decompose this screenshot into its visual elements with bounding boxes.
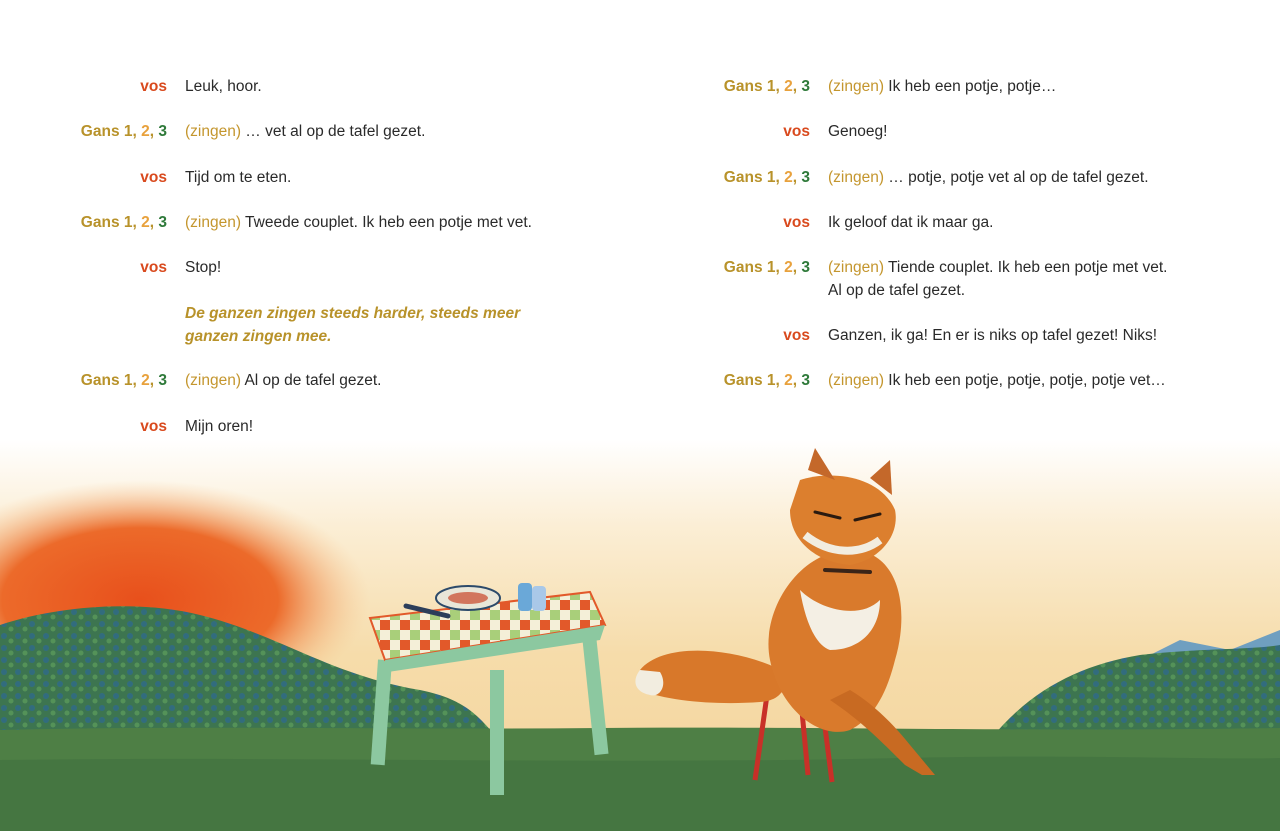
stage-cue: (zingen) xyxy=(828,372,884,389)
goose-number-3: 3 xyxy=(158,123,167,140)
gans-label: Gans xyxy=(723,372,763,389)
landscape-illustration xyxy=(0,440,1280,831)
line-text-body: … vet al op de tafel gezet. xyxy=(241,123,426,140)
goose-number-3: 3 xyxy=(158,214,167,231)
gans-label: Gans xyxy=(723,259,763,276)
stage-direction-text: De ganzen zingen steeds harder, steeds meer ganzen zingen mee. xyxy=(185,305,521,345)
goose-number-2: 2 xyxy=(784,259,793,276)
speaker-vos: vos xyxy=(140,78,167,95)
goose-number-2: 2 xyxy=(784,372,793,389)
goose-number-2: 2 xyxy=(784,78,793,95)
line-text xyxy=(185,211,605,234)
goose-number-3: 3 xyxy=(158,372,167,389)
gans-label: Gans xyxy=(723,169,763,186)
salt-shaker-icon xyxy=(518,583,546,611)
line-text-body: Al op de tafel gezet. xyxy=(241,372,382,389)
gans-label: Gans xyxy=(723,78,763,95)
speaker-gans: Gans 1, 2, 3 xyxy=(80,214,167,231)
goose-number-1: 1 xyxy=(766,78,776,95)
speaker-vos: vos xyxy=(140,169,167,186)
line-text: Stop! xyxy=(185,259,222,276)
speaker-gans: Gans 1, 2, 3 xyxy=(723,78,810,95)
goose-number-1: 1 xyxy=(123,214,133,231)
stage-cue: (zingen) xyxy=(185,214,241,231)
line-text xyxy=(828,369,1268,392)
goose-number-3: 3 xyxy=(801,78,810,95)
goose-number-2: 2 xyxy=(141,123,150,140)
line-text-body: Tweede couplet. Ik heb een potje met vet. xyxy=(241,214,532,231)
stage-cue: (zingen) xyxy=(185,372,241,389)
speaker-gans: Gans 1, 2, 3 xyxy=(80,372,167,389)
stage-cue: (zingen) xyxy=(185,123,241,140)
line-text-body: Tiende couplet. Ik heb een potje met vet. xyxy=(884,259,1168,276)
goose-number-3: 3 xyxy=(801,372,810,389)
line-text xyxy=(828,75,1268,98)
speaker-gans: Gans 1, 2, 3 xyxy=(80,123,167,140)
goose-number-1: 1 xyxy=(766,169,776,186)
speaker-gans: Gans 1, 2, 3 xyxy=(723,372,810,389)
line-text: Ganzen, ik ga! En er is niks op tafel gezet! Niks! xyxy=(828,327,1158,344)
line-text: Mijn oren! xyxy=(185,418,254,435)
line-text: Ik geloof dat ik maar ga. xyxy=(828,214,994,231)
line-text: Genoeg! xyxy=(828,123,888,140)
gans-label: Gans xyxy=(80,123,120,140)
goose-number-2: 2 xyxy=(141,372,150,389)
stage-cue: (zingen) xyxy=(828,169,884,186)
gans-label: Gans xyxy=(80,214,120,231)
speaker-gans: Gans 1, 2, 3 xyxy=(723,259,810,276)
gans-label: Gans xyxy=(80,372,120,389)
speaker-vos: vos xyxy=(783,123,810,140)
line-text-body: … potje, potje vet al op de tafel gezet. xyxy=(884,169,1149,186)
line-text: Leuk, hoor. xyxy=(185,78,262,95)
line-text xyxy=(185,369,605,392)
line-text xyxy=(828,256,1268,302)
plate-icon xyxy=(436,586,500,610)
stage-cue: (zingen) xyxy=(828,259,884,276)
speaker-vos: vos xyxy=(140,259,167,276)
goose-number-2: 2 xyxy=(784,169,793,186)
speaker-vos: vos xyxy=(783,214,810,231)
speaker-gans: Gans 1, 2, 3 xyxy=(723,169,810,186)
goose-number-3: 3 xyxy=(801,259,810,276)
speaker-vos: vos xyxy=(140,418,167,435)
goose-number-1: 1 xyxy=(123,372,133,389)
line-text-body: Ik heb een potje, potje, potje, potje vet… xyxy=(884,372,1166,389)
goose-number-2: 2 xyxy=(141,214,150,231)
goose-number-1: 1 xyxy=(766,372,776,389)
speaker-vos: vos xyxy=(783,327,810,344)
stage-cue: (zingen) xyxy=(828,78,884,95)
line-text: Tijd om te eten. xyxy=(185,169,292,186)
goose-number-1: 1 xyxy=(123,123,133,140)
line-text-body: Ik heb een potje, potje… xyxy=(884,78,1057,95)
goose-number-3: 3 xyxy=(801,169,810,186)
line-text-continued: Al op de tafel gezet. xyxy=(828,282,966,299)
line-text xyxy=(828,166,1268,189)
goose-number-1: 1 xyxy=(766,259,776,276)
line-text xyxy=(185,120,605,143)
